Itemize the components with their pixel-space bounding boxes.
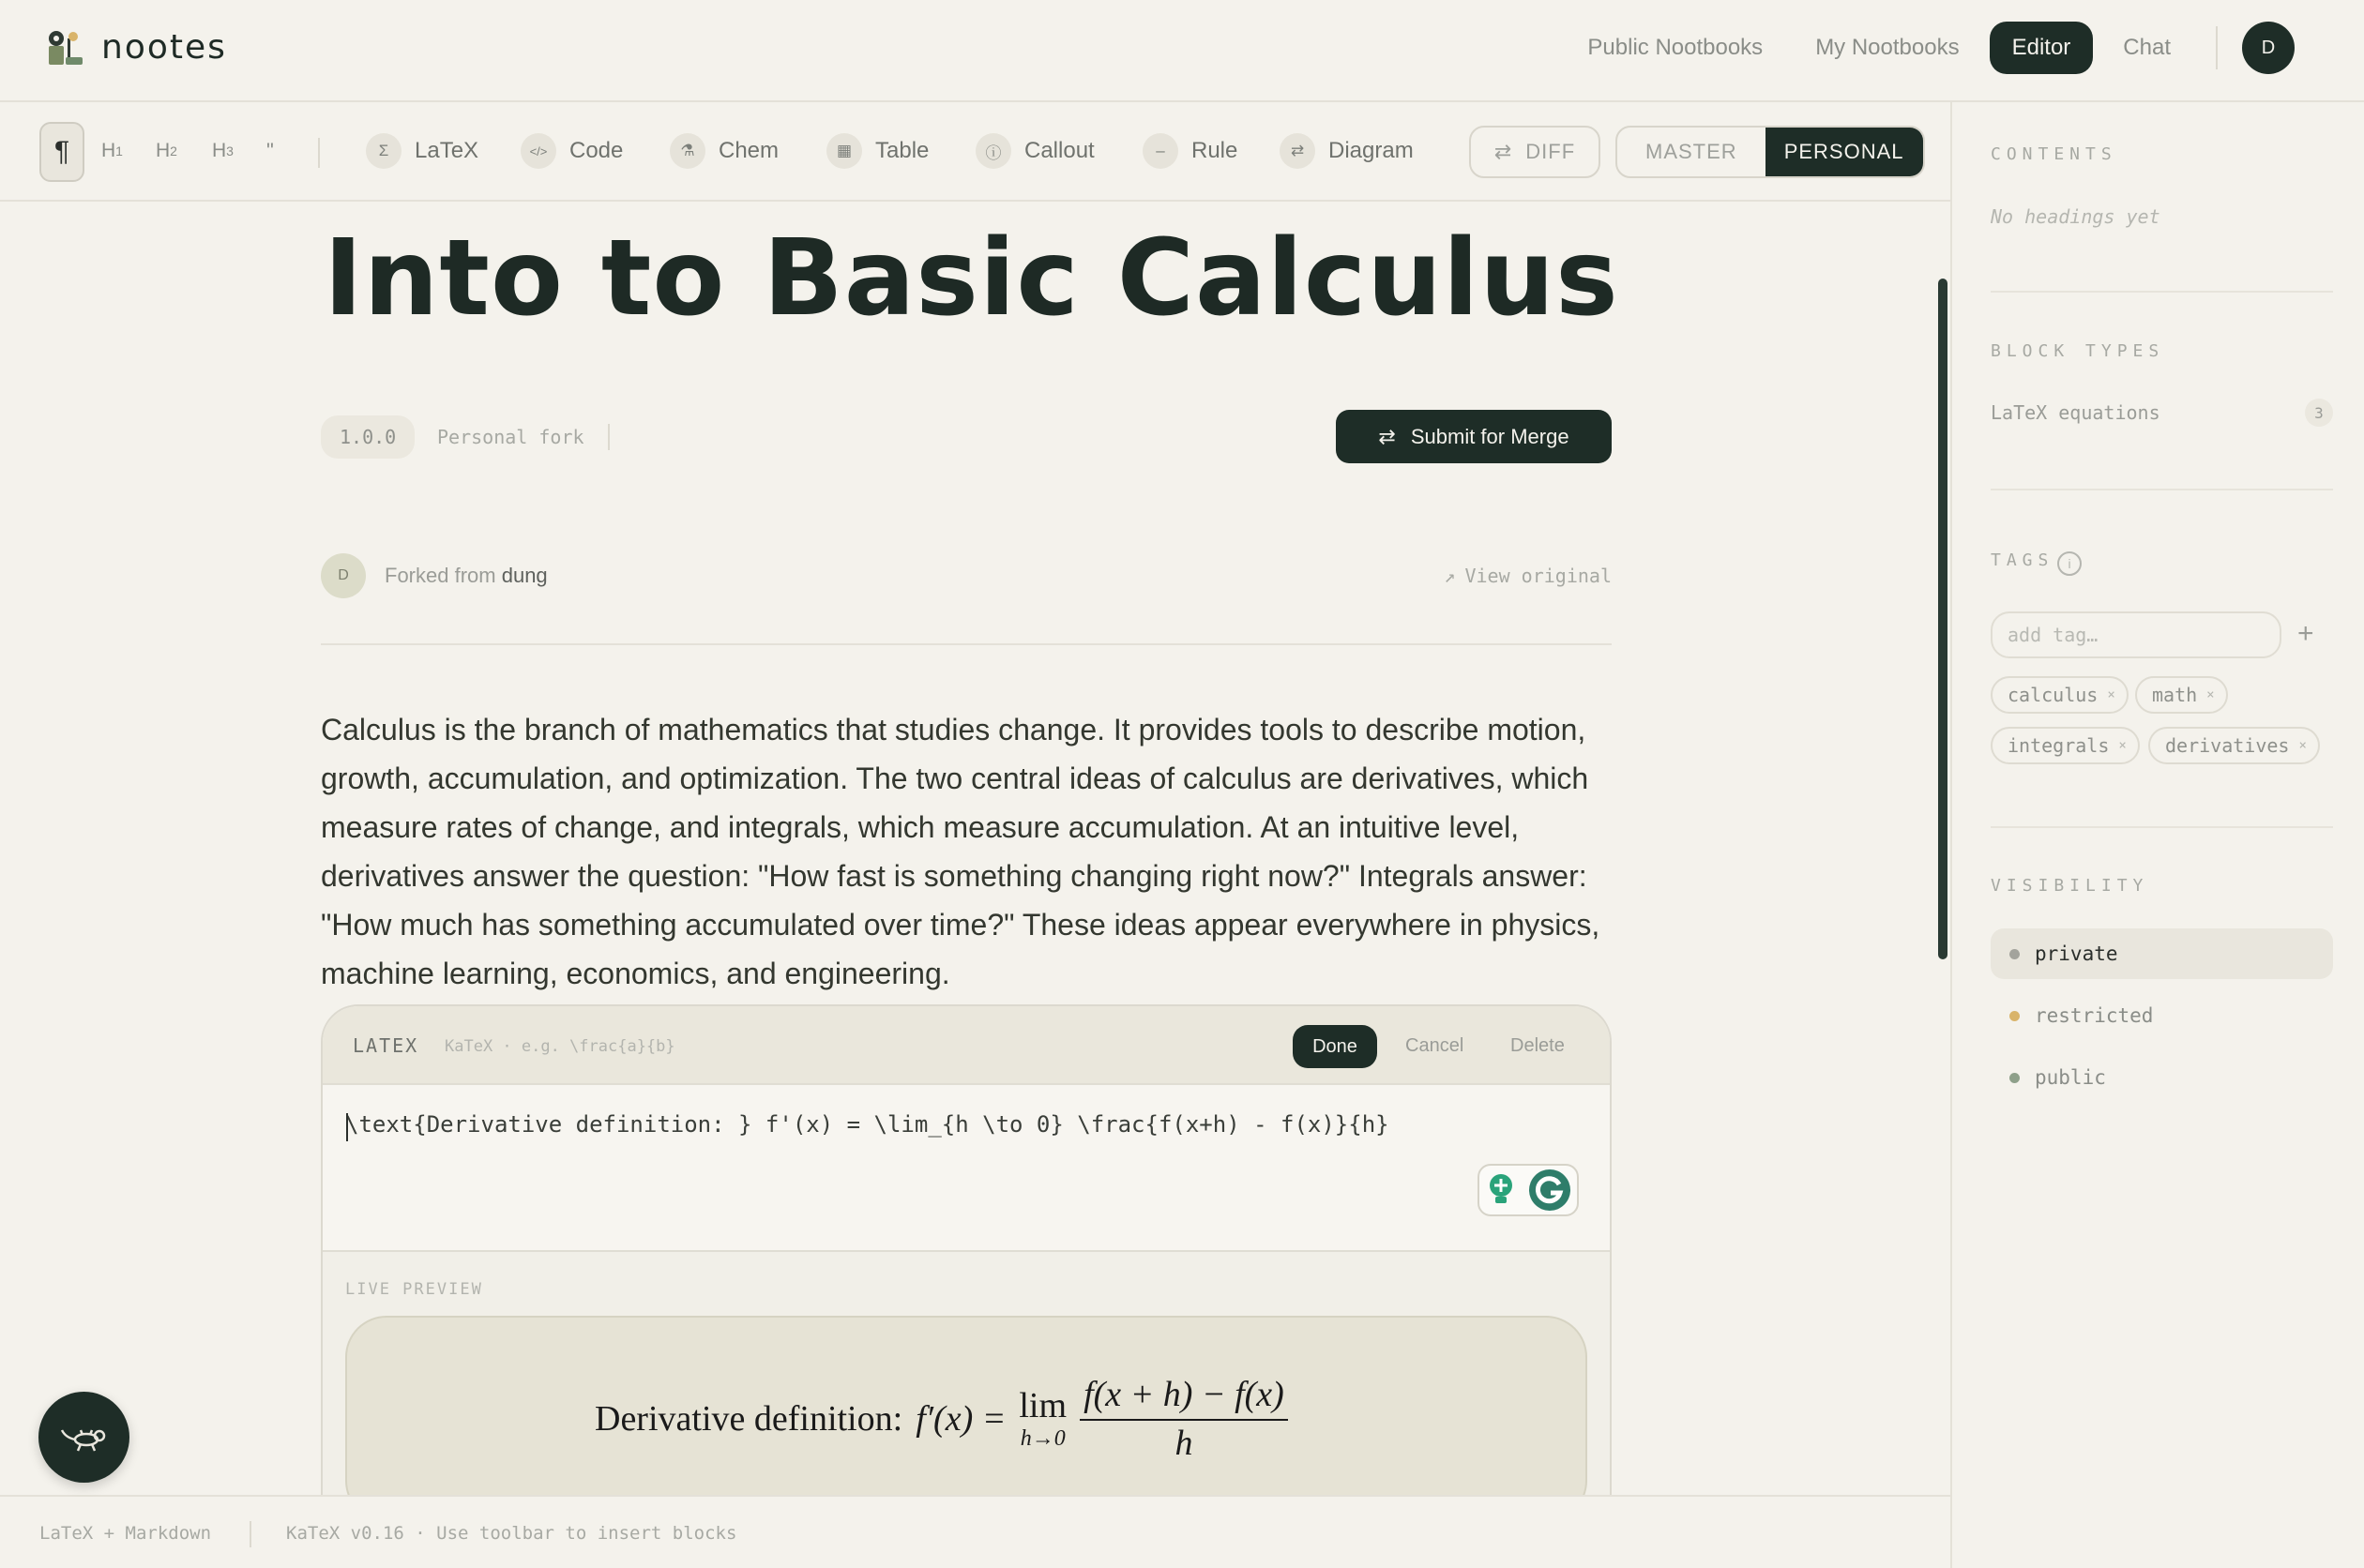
status-dot — [2009, 949, 2020, 959]
divider — [321, 643, 1612, 645]
insert-diagram-label: Diagram — [1328, 138, 1414, 163]
block-hint: KaTeX · e.g. \frac{a}{b} — [445, 1037, 675, 1056]
view-original-label: View original — [1464, 565, 1612, 587]
diff-button[interactable] — [1469, 126, 1600, 178]
right-sidebar — [1950, 102, 2364, 1568]
done-button[interactable]: Done — [1293, 1025, 1377, 1068]
submit-merge-button[interactable] — [1336, 410, 1612, 463]
visibility-heading: VISIBILITY — [1991, 876, 2149, 896]
branch-master[interactable]: MASTER — [1645, 140, 1737, 163]
rendered-formula — [595, 1374, 1288, 1464]
submit-merge-label: Submit for Merge — [1410, 424, 1569, 448]
forked-from — [385, 564, 548, 588]
cancel-button[interactable]: Cancel — [1405, 1035, 1464, 1056]
paragraph-button[interactable]: ¶ — [39, 122, 84, 182]
insert-code-label: Code — [569, 138, 624, 163]
insert-latex-button[interactable] — [366, 123, 478, 179]
lizard-icon — [58, 1419, 111, 1456]
heading-2-button[interactable] — [156, 123, 177, 179]
minus-icon: – — [1143, 133, 1178, 169]
forked-from-prefix: Forked from — [385, 564, 496, 587]
sidebar-divider — [1991, 291, 2333, 293]
lightbulb-icon[interactable] — [1485, 1171, 1517, 1209]
heading-2-level: 2 — [170, 143, 177, 158]
editor-scrollbar[interactable] — [1938, 279, 1947, 959]
heading-1-button[interactable] — [101, 123, 123, 179]
insert-chem-label: Chem — [719, 138, 780, 163]
insert-rule-button[interactable] — [1143, 123, 1237, 179]
block-kind-label: LATEX — [353, 1034, 419, 1057]
swap-icon: ⇄ — [1378, 424, 1396, 448]
close-icon[interactable]: × — [2298, 738, 2307, 753]
table-icon: ▦ — [826, 133, 862, 169]
latex-source-input[interactable] — [345, 1111, 1584, 1224]
editor-mode: LaTeX + Markdown — [39, 1523, 212, 1544]
tag-label: integrals — [2008, 734, 2110, 757]
insert-callout-label: Callout — [1024, 138, 1095, 163]
logo-icon — [47, 29, 84, 67]
toolbar-divider — [318, 138, 320, 168]
insert-table-label: Table — [875, 138, 930, 163]
info-icon: ⓘ — [976, 133, 1011, 169]
grammar-assistant-widget[interactable] — [1478, 1164, 1579, 1216]
latex-editor-block — [321, 1004, 1612, 1501]
view-original-link[interactable] — [1444, 565, 1612, 587]
insert-rule-label: Rule — [1191, 138, 1238, 163]
formula-limit — [1019, 1388, 1067, 1450]
insert-diagram-button[interactable] — [1280, 123, 1414, 179]
meta-divider — [608, 424, 610, 450]
formula-fraction — [1080, 1374, 1288, 1464]
status-dot — [2009, 1073, 2020, 1083]
swap-icon: ⇄ — [1493, 140, 1513, 163]
limit-subscript: h→0 — [1020, 1426, 1066, 1451]
tag-chip[interactable] — [1991, 676, 2129, 714]
tag-chip[interactable] — [2135, 676, 2228, 714]
nav-editor[interactable]: Editor — [1990, 22, 2094, 74]
version-badge: 1.0.0 — [321, 415, 415, 459]
limit-operator: lim — [1019, 1386, 1068, 1425]
visibility-restricted[interactable] — [1991, 990, 2333, 1041]
status-dot — [2009, 1011, 2020, 1021]
heading-1-label: H — [101, 140, 116, 161]
add-tag-input[interactable] — [1991, 611, 2281, 658]
footer-divider — [250, 1521, 251, 1547]
tag-label: math — [2152, 684, 2198, 706]
fraction-denominator: h — [1174, 1424, 1193, 1463]
app-name: nootes — [101, 28, 227, 67]
block-type-count: 3 — [2305, 399, 2333, 427]
branch-personal[interactable]: PERSONAL — [1765, 128, 1923, 176]
tag-chip[interactable] — [2148, 727, 2320, 764]
tag-label: derivatives — [2165, 734, 2290, 757]
visibility-public[interactable] — [1991, 1052, 2333, 1103]
flask-icon: ⚗ — [670, 133, 705, 169]
close-icon[interactable]: × — [2206, 687, 2215, 702]
insert-table-button[interactable] — [826, 123, 929, 179]
fork-label: Personal fork — [437, 426, 584, 448]
code-icon: </> — [521, 133, 556, 169]
formula-text: Derivative definition: — [595, 1399, 903, 1439]
latex-block-header — [323, 1006, 1610, 1085]
app-logo[interactable] — [47, 28, 227, 67]
sidebar-divider — [1991, 489, 2333, 490]
block-types-heading: BLOCK TYPES — [1991, 341, 2165, 361]
editor-toolbar — [0, 102, 1950, 202]
body-paragraph[interactable]: Calculus is the branch of mathematics that studies change. It provides tools to describe motion, growth, accumulation, and optimization. The two central ideas of calculus are derivatives, which measure rates of change, and integrals, which measure accumulation. At an intuitive level, derivatives answer the question: "How fast is something changing right now?" Integrals answer: "How much has something accumulated over time?" These ideas appear everywhere in physics, machine learning, economics, and engineering. — [321, 713, 1600, 990]
nav-divider — [2216, 26, 2218, 69]
nav-my-nootbooks[interactable]: My Nootbooks — [1815, 35, 1960, 60]
diff-label: DIFF — [1525, 140, 1576, 163]
tag-label: calculus — [2008, 684, 2099, 706]
live-preview-section — [323, 1250, 1610, 1501]
info-icon[interactable]: i — [2057, 551, 2082, 576]
contents-empty: No headings yet — [1991, 205, 2160, 228]
nav-public-nootbooks[interactable]: Public Nootbooks — [1587, 35, 1764, 60]
branch-switcher — [1615, 126, 1925, 178]
latex-preview-box — [345, 1316, 1587, 1501]
status-footer — [0, 1495, 1950, 1568]
user-avatar[interactable]: D — [2242, 22, 2295, 74]
sidebar-divider — [1991, 826, 2333, 828]
visibility-private[interactable] — [1991, 928, 2333, 979]
insert-latex-label: LaTeX — [415, 138, 479, 163]
arrows-icon: ⇄ — [1280, 133, 1315, 169]
main-nav — [1561, 22, 2295, 74]
sigma-icon: Σ — [366, 133, 402, 169]
close-icon[interactable]: × — [2107, 687, 2115, 702]
avatar: D — [321, 553, 366, 598]
insert-code-button[interactable] — [521, 123, 623, 179]
visibility-label: private — [2035, 942, 2118, 965]
tag-chip[interactable] — [1991, 727, 2140, 764]
visibility-label: restricted — [2035, 1004, 2154, 1027]
editor-info: KaTeX v0.16 · Use toolbar to insert blocks — [286, 1523, 737, 1544]
heading-3-button[interactable] — [212, 123, 234, 179]
forked-from-user[interactable]: dung — [501, 564, 548, 587]
formula-lhs: f′(x) = — [916, 1399, 1007, 1439]
insert-chem-button[interactable] — [670, 123, 779, 179]
top-navbar — [0, 0, 2364, 102]
add-tag-button[interactable]: + — [2297, 618, 2314, 649]
tags-heading: TAGS — [1991, 550, 2054, 570]
block-type-name: LaTeX equations — [1991, 401, 2160, 424]
visibility-label: public — [2035, 1066, 2106, 1089]
heading-2-label: H — [156, 140, 171, 161]
heading-3-level: 3 — [226, 143, 234, 158]
heading-1-level: 1 — [115, 143, 123, 158]
contents-heading: CONTENTS — [1991, 144, 2117, 164]
text-caret — [346, 1113, 348, 1141]
assistant-button[interactable] — [38, 1392, 129, 1483]
heading-3-label: H — [212, 140, 227, 161]
document-title[interactable]: Into to Basic Calculus — [324, 218, 1619, 339]
block-type-row — [1991, 399, 2333, 427]
nav-chat[interactable]: Chat — [2123, 35, 2171, 60]
delete-button[interactable]: Delete — [1510, 1035, 1565, 1056]
fraction-numerator: f(x + h) − f(x) — [1080, 1374, 1288, 1421]
external-link-icon: ↗ — [1444, 565, 1456, 587]
insert-callout-button[interactable] — [976, 123, 1095, 179]
grammarly-icon[interactable] — [1528, 1168, 1571, 1212]
live-preview-label: LIVE PREVIEW — [345, 1280, 483, 1299]
close-icon[interactable]: × — [2118, 738, 2127, 753]
quote-button[interactable]: " — [266, 139, 274, 162]
